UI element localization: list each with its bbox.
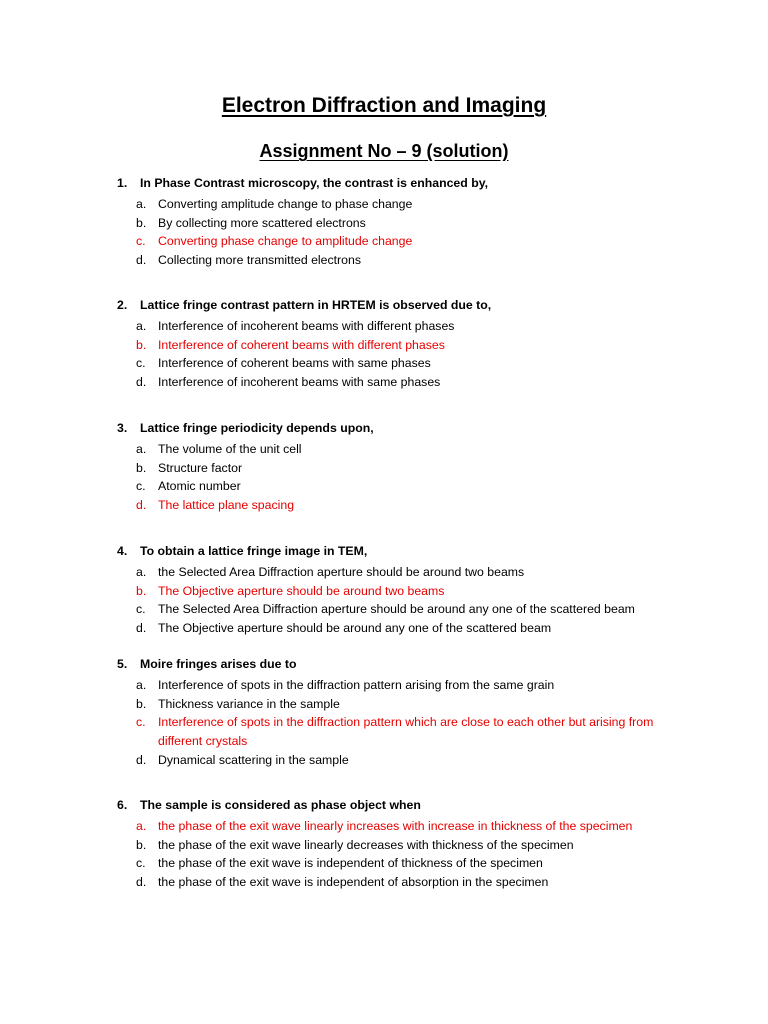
option-c — [0, 354, 768, 373]
option-text: By collecting more scattered electrons — [158, 215, 366, 230]
option-a — [0, 317, 768, 336]
option-a — [0, 440, 768, 459]
option-text: the phase of the exit wave is independent of thickness of the specimen — [158, 856, 543, 871]
question-number: 1. — [117, 176, 128, 190]
option-c — [0, 477, 768, 496]
option-letter: a. — [136, 678, 147, 692]
option-b-correct — [0, 336, 768, 355]
option-c — [0, 854, 768, 873]
question-text: The sample is considered as phase object when — [140, 798, 421, 812]
question-4 — [0, 544, 768, 638]
option-letter: d. — [136, 875, 147, 890]
option-d — [0, 619, 768, 638]
option-text: Interference of coherent beams with same phases — [158, 356, 431, 371]
option-text: the Selected Area Diffraction aperture should be around two beams — [158, 565, 525, 579]
option-text: The Objective aperture should be around any one of the scattered beam — [158, 621, 552, 636]
option-text: Interference of spots in the diffraction pattern arising from the same grain — [158, 678, 555, 692]
option-d — [0, 751, 768, 770]
option-text: Interference of incoherent beams with same phases — [158, 375, 441, 390]
option-letter: c. — [136, 856, 146, 871]
option-letter: a. — [136, 319, 147, 333]
option-letter: a. — [136, 197, 147, 211]
option-text: The Selected Area Diffraction aperture should be around any one of the scattered beam — [158, 602, 635, 617]
question-number: 6. — [117, 798, 128, 812]
option-a — [0, 563, 768, 582]
option-letter: b. — [136, 337, 147, 352]
option-text: The volume of the unit cell — [158, 442, 302, 456]
option-b-correct — [0, 582, 768, 601]
question-number: 4. — [117, 544, 128, 558]
question-1 — [0, 176, 768, 270]
option-letter: c. — [136, 356, 146, 371]
question-number: 2. — [117, 298, 128, 312]
option-letter: b. — [136, 837, 147, 852]
option-d — [0, 251, 768, 270]
option-letter: d. — [136, 621, 147, 636]
option-text: Thickness variance in the sample — [158, 696, 340, 711]
document-title: Electron Diffraction and Imaging — [221, 94, 547, 117]
question-2 — [0, 298, 768, 392]
option-letter: b. — [136, 215, 147, 230]
option-c-correct — [0, 713, 768, 750]
option-text: Converting amplitude change to phase change — [158, 197, 413, 211]
question-text: In Phase Contrast microscopy, the contrast is enhanced by, — [140, 176, 489, 190]
question-text: To obtain a lattice fringe image in TEM, — [140, 544, 368, 558]
option-a — [0, 195, 768, 214]
option-c-correct — [0, 232, 768, 251]
question-6 — [0, 798, 768, 892]
option-letter: b. — [136, 696, 147, 711]
question-5 — [0, 657, 768, 770]
option-text: Atomic number — [158, 479, 241, 494]
option-letter: b. — [136, 460, 147, 475]
option-b — [0, 836, 768, 855]
option-a-correct — [0, 817, 768, 836]
option-letter: a. — [136, 565, 147, 579]
option-letter: d. — [136, 498, 147, 513]
option-letter: c. — [136, 479, 146, 494]
document-subtitle: Assignment No – 9 (solution) — [259, 141, 509, 161]
option-a — [0, 676, 768, 695]
option-letter: a. — [136, 819, 147, 833]
option-text: the phase of the exit wave linearly increases with increase in thickness of the specimen — [158, 819, 633, 833]
option-letter: d. — [136, 253, 147, 268]
option-letter: b. — [136, 583, 147, 598]
option-text: the phase of the exit wave linearly decreases with thickness of the specimen — [158, 837, 574, 852]
question-number: 5. — [117, 657, 128, 671]
option-text: The Objective aperture should be around two beams — [158, 583, 445, 598]
option-text: Interference of incoherent beams with different phases — [158, 319, 455, 333]
option-letter: d. — [136, 375, 147, 390]
option-letter: c. — [136, 602, 146, 617]
question-number: 3. — [117, 421, 128, 435]
option-c — [0, 600, 768, 619]
option-text: The lattice plane spacing — [158, 498, 295, 513]
option-text: Interference of coherent beams with different phases — [158, 337, 445, 352]
option-letter: a. — [136, 442, 147, 456]
option-text: the phase of the exit wave is independent of absorption in the specimen — [158, 875, 549, 890]
option-letter: c. — [136, 234, 146, 249]
question-text: Lattice fringe contrast pattern in HRTEM is observed due to, — [140, 298, 492, 312]
option-b — [0, 459, 768, 478]
option-b — [0, 695, 768, 714]
option-text: Converting phase change to amplitude change — [158, 234, 413, 249]
option-text: Structure factor — [158, 460, 243, 475]
option-d — [0, 873, 768, 892]
option-d — [0, 373, 768, 392]
question-3 — [0, 421, 768, 515]
option-text: Interference of spots in the diffraction pattern which are close to each other but arising from different crystals — [158, 715, 654, 749]
option-letter: d. — [136, 752, 147, 767]
option-text: Dynamical scattering in the sample — [158, 752, 349, 767]
option-b — [0, 214, 768, 233]
question-text: Lattice fringe periodicity depends upon, — [140, 421, 374, 435]
option-d-correct — [0, 496, 768, 515]
option-letter: c. — [136, 715, 146, 730]
option-text: Collecting more transmitted electrons — [158, 253, 361, 268]
question-text: Moire fringes arises due to — [140, 657, 297, 671]
